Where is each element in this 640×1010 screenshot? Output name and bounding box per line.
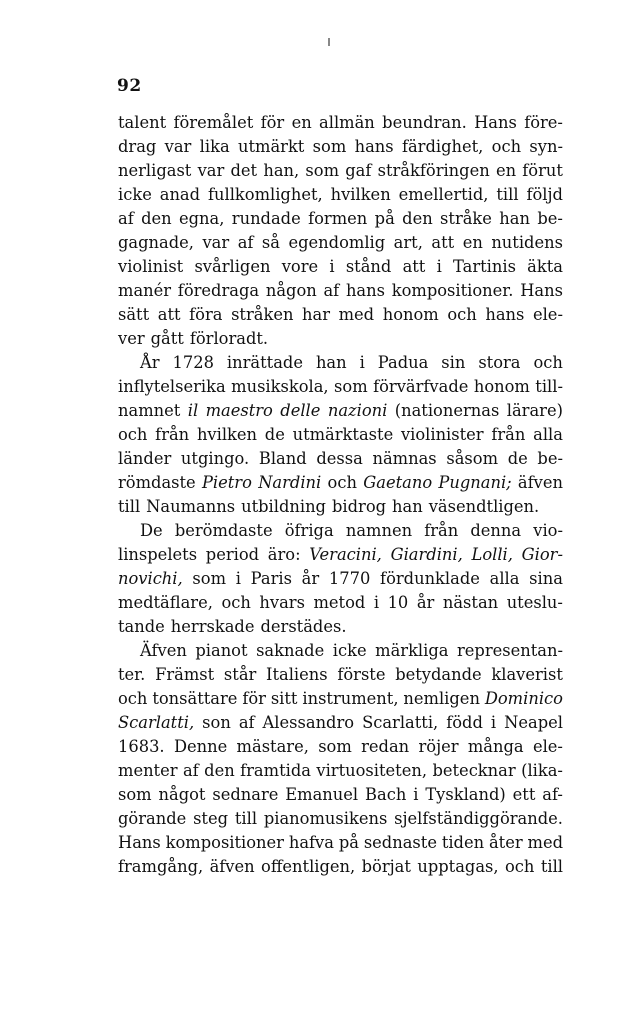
word: sjelfständiggörande. <box>394 809 563 828</box>
word: på <box>338 833 359 852</box>
word: De <box>140 521 163 540</box>
word: nazioni <box>327 401 388 420</box>
word: namnen <box>345 521 413 540</box>
text-line <box>118 759 563 783</box>
word: Denne <box>173 737 228 756</box>
word: dessa <box>316 449 363 468</box>
word: en <box>462 233 483 252</box>
word: och <box>327 473 357 492</box>
word: Paris <box>250 569 292 588</box>
word: Hans <box>118 833 161 852</box>
word: berömdaste <box>174 521 273 540</box>
word: och <box>491 137 522 156</box>
word: kompositioner. <box>391 281 514 300</box>
word: förut <box>522 161 563 180</box>
word: virtuositeten, <box>316 761 428 780</box>
word: musikskola, <box>231 377 329 396</box>
word: talent <box>118 113 167 132</box>
word: han <box>315 353 347 372</box>
word: maestro <box>205 401 273 420</box>
word: sednaste <box>363 833 437 852</box>
word: manér <box>118 281 172 300</box>
word: utmärkt <box>237 137 305 156</box>
word: vore <box>281 257 319 276</box>
word: be- <box>537 209 563 228</box>
word: Hans <box>520 281 563 300</box>
word: någon <box>265 281 317 300</box>
word: nästan <box>442 593 499 612</box>
word: År <box>140 353 160 372</box>
word: sätt <box>118 305 150 324</box>
word: nerligast <box>118 161 192 180</box>
word: formen <box>308 209 368 228</box>
text-line <box>118 591 563 615</box>
word: och <box>505 857 535 876</box>
word: ele- <box>532 305 563 324</box>
word: var <box>164 137 192 156</box>
word: stånd <box>345 257 392 276</box>
word: violinister <box>400 425 484 444</box>
text-line <box>118 855 563 879</box>
word: (nationernas <box>394 401 500 420</box>
word: i <box>235 569 241 588</box>
word: röjer <box>418 737 459 756</box>
word: har <box>302 305 331 324</box>
word: rundade <box>231 209 301 228</box>
word: Bach <box>365 785 407 804</box>
word: stråken <box>231 305 294 324</box>
word: alla <box>489 569 520 588</box>
word: gagnade, <box>118 233 194 252</box>
word: görande <box>118 809 187 828</box>
word: anad <box>159 185 201 204</box>
word: de <box>264 425 285 444</box>
word: be- <box>537 449 563 468</box>
word: står <box>223 665 257 684</box>
text-line <box>118 783 563 807</box>
word: år <box>301 569 320 588</box>
word: en <box>291 113 312 132</box>
word: af <box>238 713 255 732</box>
word: Alessandro <box>262 713 355 732</box>
word: instrument, <box>302 689 399 708</box>
text-line <box>118 423 563 447</box>
word: utbildning <box>241 497 326 516</box>
text-line <box>118 135 563 159</box>
word: fördunklade <box>380 569 480 588</box>
word: Scarlatti, <box>118 713 195 732</box>
word: äfven <box>517 473 563 492</box>
word: Tyskland) <box>425 785 506 804</box>
word: af- <box>542 785 563 804</box>
word: Gaetano <box>363 473 433 492</box>
word: till <box>118 497 141 516</box>
word: af <box>182 761 199 780</box>
word: art, <box>393 233 423 252</box>
word: hans <box>345 281 385 300</box>
word: att <box>431 233 455 252</box>
word: att <box>402 257 426 276</box>
body-text <box>118 111 563 879</box>
text-line <box>118 831 563 855</box>
word: violinist <box>118 257 184 276</box>
word: gaf <box>345 161 372 180</box>
text-line <box>118 255 563 279</box>
text-line <box>118 735 563 759</box>
text-line <box>118 303 563 327</box>
word: så <box>261 233 280 252</box>
word: i <box>490 713 497 732</box>
word: utgingo. <box>180 449 250 468</box>
word: af <box>118 209 134 228</box>
text-line <box>118 231 563 255</box>
word: för <box>260 113 285 132</box>
word: i <box>373 593 380 612</box>
word: steg <box>193 809 229 828</box>
word: som <box>312 137 347 156</box>
word: nemligen <box>403 689 480 708</box>
word: Lolli, <box>471 545 513 564</box>
word: stråke <box>440 209 492 228</box>
page-number: 92 <box>117 76 142 96</box>
word: han, <box>263 161 300 180</box>
word: pianomusikens <box>263 809 388 828</box>
word: Naumanns <box>146 497 236 516</box>
word: tande <box>118 617 165 636</box>
word: betydande <box>395 665 482 684</box>
word: period <box>205 545 260 564</box>
word: Italiens <box>266 665 328 684</box>
word: före- <box>524 113 563 132</box>
word: saknade <box>256 641 325 660</box>
word: något <box>158 785 206 804</box>
word: den <box>204 761 235 780</box>
word: herrskade <box>170 617 255 636</box>
word: sednare <box>212 785 279 804</box>
word: och <box>447 305 477 324</box>
text-line <box>118 399 563 423</box>
word: börjat <box>361 857 411 876</box>
word: il <box>187 401 199 420</box>
word: af <box>237 233 254 252</box>
word: Bland <box>258 449 307 468</box>
word: nutidens <box>491 233 563 252</box>
text-line <box>118 543 563 567</box>
text-line <box>118 495 563 519</box>
word: äkta <box>527 257 563 276</box>
word: till <box>234 809 258 828</box>
word: nämnas <box>372 449 437 468</box>
word: metod <box>313 593 366 612</box>
word: till <box>540 857 563 876</box>
word: tonsättare <box>152 689 238 708</box>
word: såsom <box>446 449 499 468</box>
word: hafva <box>288 833 334 852</box>
text-line <box>118 159 563 183</box>
word: af <box>323 281 340 300</box>
word: att <box>157 305 181 324</box>
word: inrättade <box>226 353 303 372</box>
word: i <box>359 353 365 372</box>
word: Neapel <box>504 713 563 732</box>
word: ele- <box>532 737 563 756</box>
word: betecknar <box>432 761 516 780</box>
word: som <box>334 377 368 396</box>
word: novichi, <box>118 569 183 588</box>
word: uteslu- <box>506 593 563 612</box>
word: derstädes. <box>260 617 347 636</box>
word: Pietro <box>201 473 252 492</box>
word: namnet <box>118 401 181 420</box>
word: kompositioner <box>165 833 284 852</box>
word: från <box>155 425 190 444</box>
word: 1728 <box>172 353 214 372</box>
word: sitt <box>270 689 298 708</box>
word: svårligen <box>194 257 271 276</box>
word: alla <box>533 425 563 444</box>
word: representan- <box>457 641 563 660</box>
word: väsendtligen. <box>428 497 540 516</box>
word: med <box>527 833 563 852</box>
word: gått <box>150 329 184 348</box>
word: och <box>118 689 148 708</box>
word: som <box>318 737 352 756</box>
word: i <box>329 257 335 276</box>
word: den <box>141 209 172 228</box>
word: icke <box>332 641 367 660</box>
word: vio- <box>533 521 563 540</box>
word: förste <box>337 665 386 684</box>
word: en <box>495 161 517 180</box>
word: förvärfvade <box>373 377 469 396</box>
word: syn- <box>529 137 563 156</box>
word: tiden <box>441 833 485 852</box>
word: stora <box>478 353 521 372</box>
word: de <box>507 449 528 468</box>
word: som <box>192 569 227 588</box>
text-line <box>118 567 563 591</box>
word: allmän <box>319 113 375 132</box>
word: delle <box>280 401 321 420</box>
text-line <box>118 711 563 735</box>
word: följd <box>526 185 563 204</box>
text-line <box>118 327 563 351</box>
word: var <box>202 233 230 252</box>
word: många <box>467 737 524 756</box>
word: åter <box>488 833 523 852</box>
text-line <box>118 663 563 687</box>
word: Scarlatti, <box>362 713 439 732</box>
word: inflytelserika <box>118 377 226 396</box>
word: Pugnani; <box>438 473 512 492</box>
text-line <box>118 279 563 303</box>
word: hans <box>485 305 525 324</box>
word: och <box>118 425 148 444</box>
word: det <box>230 161 258 180</box>
word: medtäflare, <box>118 593 213 612</box>
word: föremålet <box>173 113 254 132</box>
word: från <box>491 425 526 444</box>
word: Giardini, <box>390 545 463 564</box>
word: sin <box>441 353 466 372</box>
word: hvilken <box>196 425 258 444</box>
word: länder <box>118 449 172 468</box>
word: hvilken <box>330 185 391 204</box>
word: denna <box>470 521 522 540</box>
text-line <box>118 111 563 135</box>
text-line <box>118 351 563 375</box>
word: bidrog <box>331 497 387 516</box>
word: med <box>338 305 375 324</box>
word: ett <box>512 785 536 804</box>
word: till <box>496 185 519 204</box>
word: linspelets <box>118 545 198 564</box>
stray-mark <box>328 38 330 46</box>
word: upptagas, <box>417 857 499 876</box>
word: offentligen, <box>261 857 356 876</box>
word: föredraga <box>177 281 260 300</box>
word: lärare) <box>506 401 563 420</box>
word: egna, <box>179 209 225 228</box>
word: Emanuel <box>285 785 359 804</box>
word: son <box>202 713 231 732</box>
word: äfven <box>209 857 255 876</box>
word: var <box>197 161 225 180</box>
word: på <box>374 209 395 228</box>
word: Gior- <box>521 545 563 564</box>
word: född <box>446 713 483 732</box>
word: i <box>436 257 442 276</box>
word: år <box>416 593 435 612</box>
text-line <box>118 207 563 231</box>
text-line <box>118 375 563 399</box>
word: och <box>533 353 563 372</box>
word: redan <box>361 737 410 756</box>
word: den <box>402 209 433 228</box>
word: honom <box>382 305 439 324</box>
word: för <box>242 689 266 708</box>
word: färdighet, <box>401 137 484 156</box>
text-line <box>118 615 563 639</box>
word: beundran. <box>382 113 467 132</box>
word: menter <box>118 761 178 780</box>
word: Veracini, <box>309 545 382 564</box>
word: honom <box>473 377 530 396</box>
word: föra <box>189 305 223 324</box>
text-line <box>118 807 563 831</box>
word: framgång, <box>118 857 204 876</box>
word: sina <box>529 569 563 588</box>
word: lika <box>199 137 230 156</box>
word: förloradt. <box>189 329 269 348</box>
word: ter. <box>118 665 146 684</box>
text-line <box>118 183 563 207</box>
word: han <box>392 497 423 516</box>
word: och <box>221 593 251 612</box>
word: som <box>305 161 340 180</box>
word: hvars <box>259 593 305 612</box>
word: mästare, <box>236 737 309 756</box>
word: icke <box>118 185 152 204</box>
word: han <box>499 209 530 228</box>
word: öfriga <box>284 521 334 540</box>
word: Nardini <box>258 473 322 492</box>
word: Främst <box>155 665 215 684</box>
word: utmärktaste <box>292 425 394 444</box>
word: drag <box>118 137 157 156</box>
text-line <box>118 639 563 663</box>
word: egendomlig <box>288 233 386 252</box>
word: från <box>424 521 459 540</box>
word: römdaste <box>118 473 196 492</box>
word: Äfven <box>140 641 187 660</box>
word: fullkomlighet, <box>207 185 323 204</box>
text-line <box>118 519 563 543</box>
word: 1770 <box>328 569 371 588</box>
word: pianot <box>195 641 248 660</box>
word: (lika- <box>521 761 563 780</box>
text-line <box>118 447 563 471</box>
word: äro: <box>267 545 301 564</box>
word: 1683. <box>118 737 165 756</box>
text-line <box>118 687 563 711</box>
word: stråkföringen <box>377 161 490 180</box>
word: Padua <box>377 353 429 372</box>
word: i <box>413 785 419 804</box>
word: emellertid, <box>398 185 489 204</box>
word: Tartinis <box>453 257 516 276</box>
word: som <box>118 785 152 804</box>
word: hans <box>354 137 394 156</box>
text-line <box>118 471 563 495</box>
word: klaverist <box>491 665 563 684</box>
word: ver <box>118 329 145 348</box>
word: framtida <box>240 761 311 780</box>
word: märkliga <box>375 641 449 660</box>
word: 10 <box>387 593 409 612</box>
word: Hans <box>474 113 517 132</box>
word: till- <box>535 377 563 396</box>
word: Dominico <box>484 689 563 708</box>
